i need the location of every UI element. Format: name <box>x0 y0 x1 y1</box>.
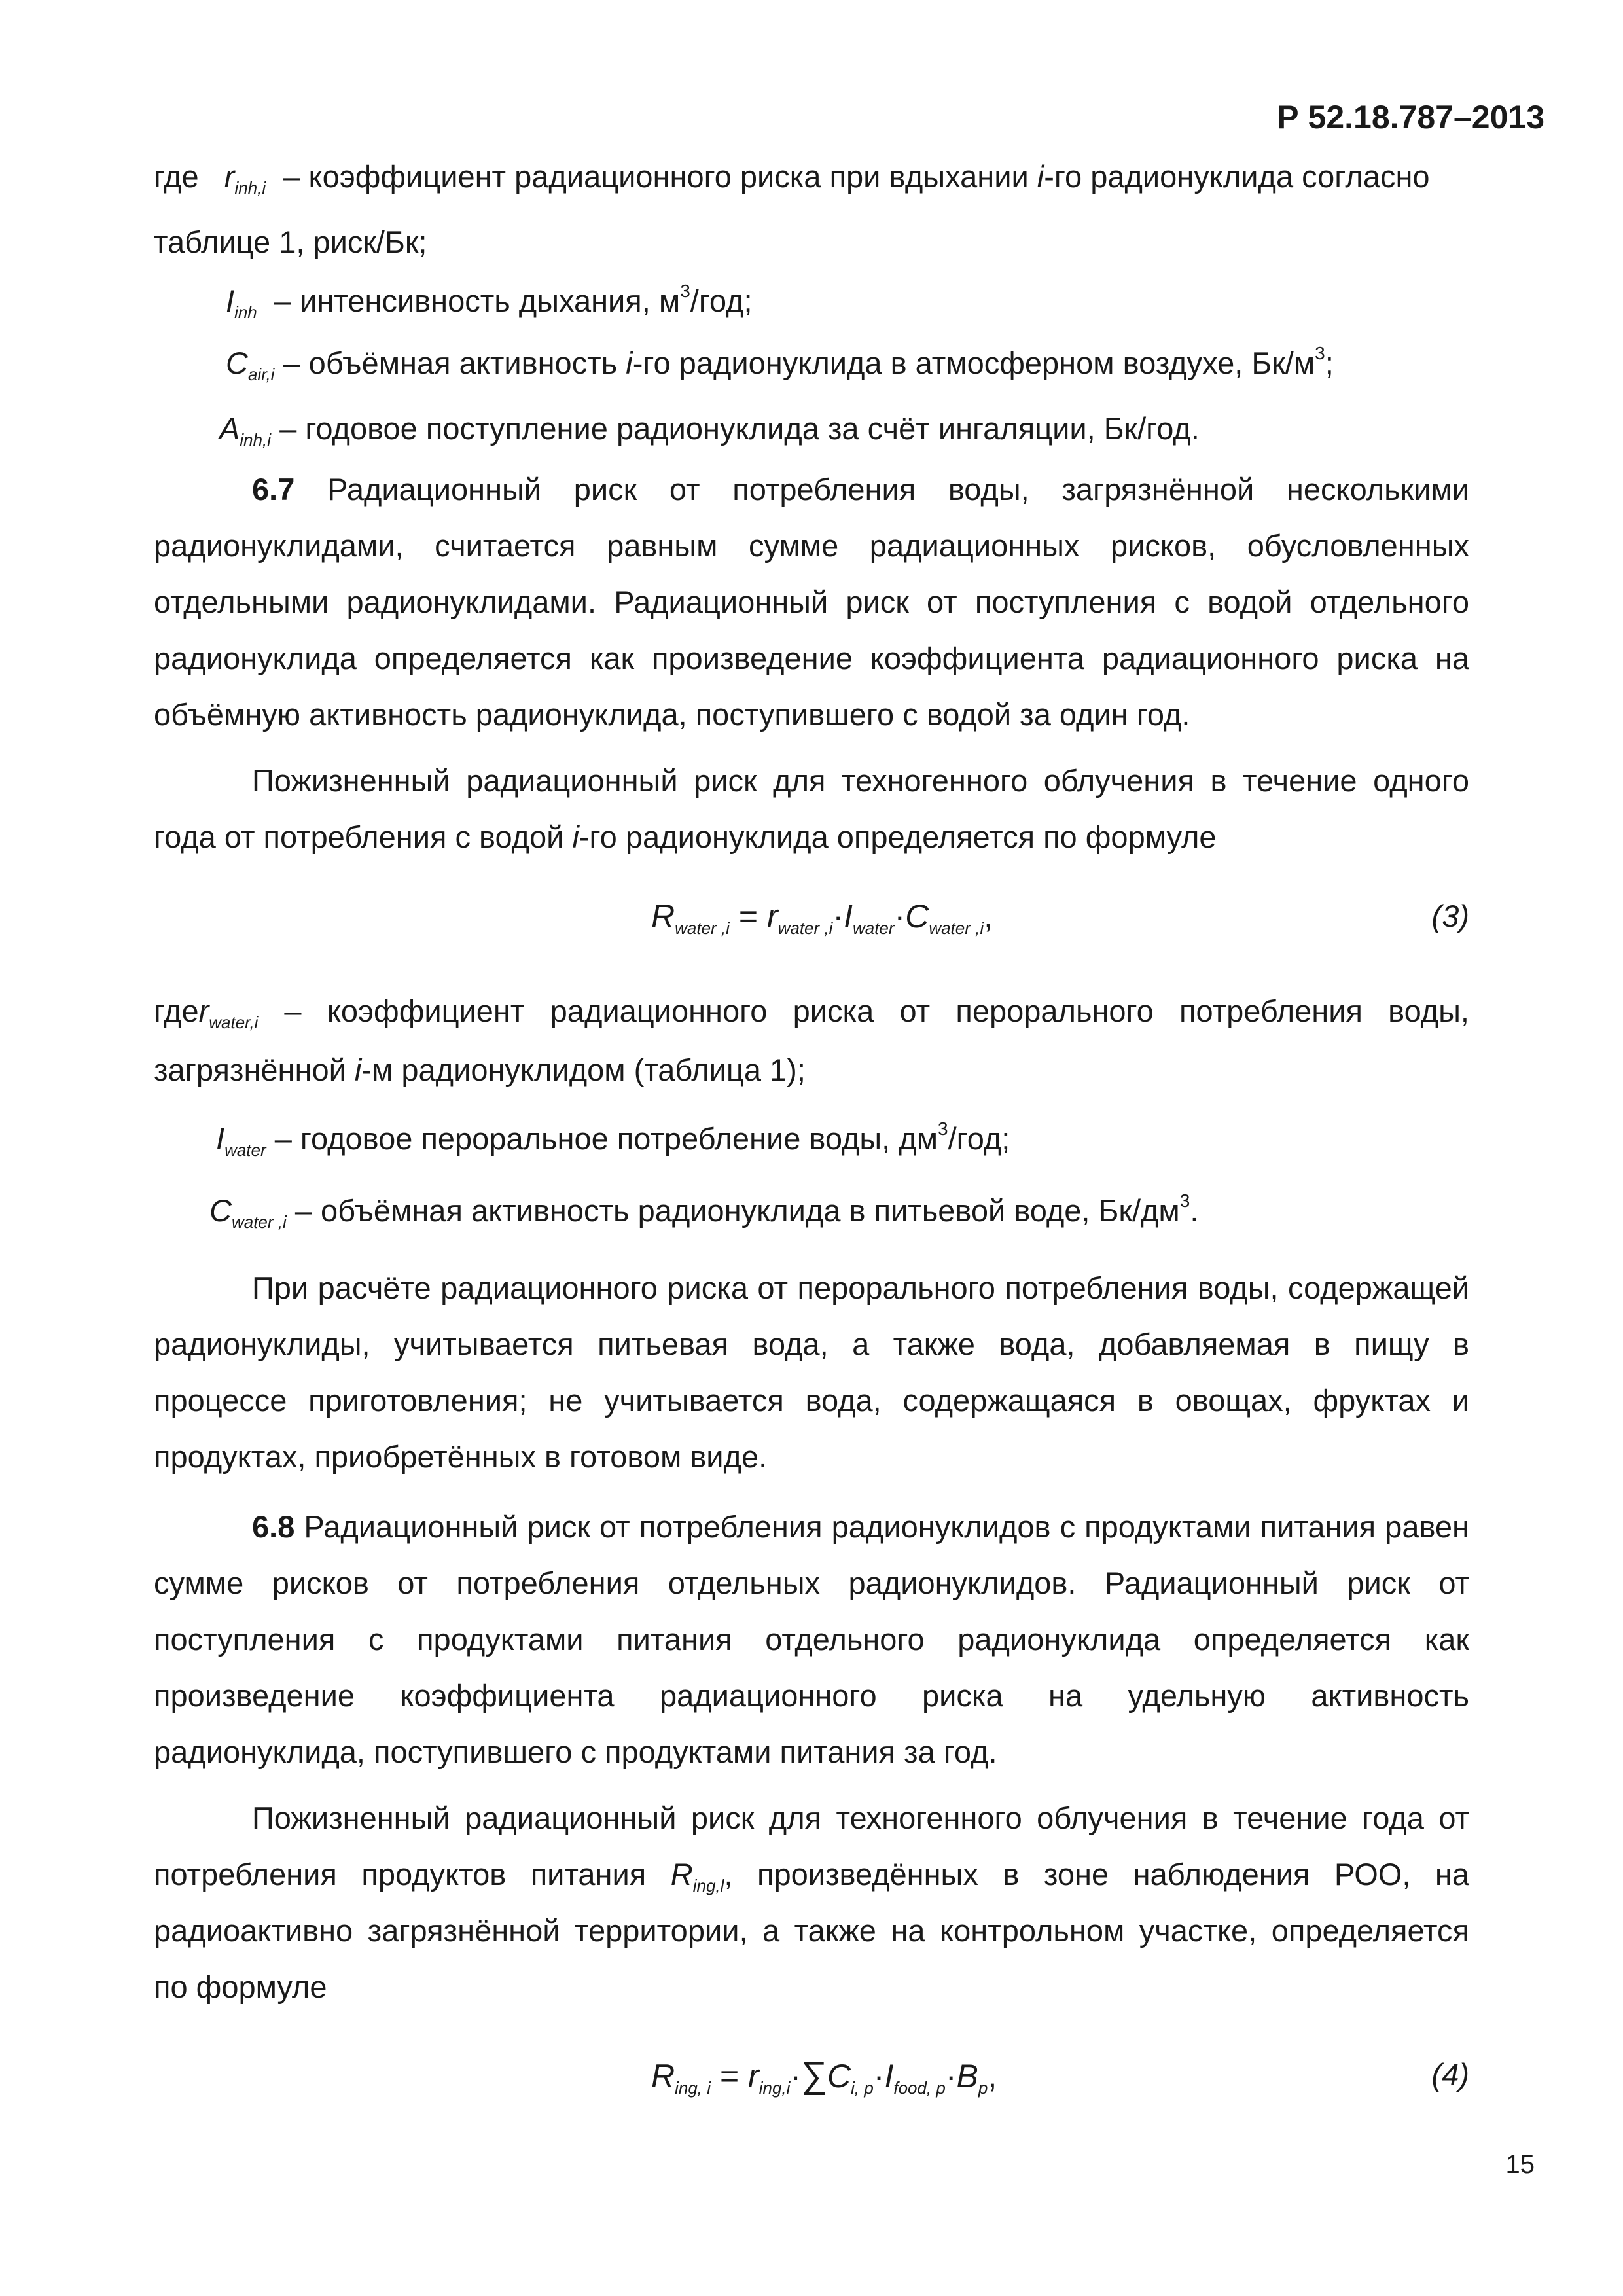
page-number: 15 <box>1505 2150 1535 2179</box>
symbol-c-air: $C_{air,i}$ <box>226 346 275 384</box>
def-r-water: где $r_{water,i}$ – коэффициент радиационного риска от перорального потребления воды, <box>154 992 1469 1031</box>
paragraph-food-risk <box>154 1790 1469 2015</box>
paragraph-line-4: по формуле <box>154 1969 327 2004</box>
equation-number-3: (3) <box>1431 899 1469 933</box>
section-6-7 <box>154 461 1469 743</box>
symbol-c-water: $C_{water ,i}$ <box>209 1193 287 1232</box>
def-c-air: $C_{air,i}$ – объёмная активность i-го радионуклида в атмосферном воздухе, $Бк/м^3$; <box>226 343 1334 384</box>
section-6-7-line-1: 6.7 Радиационный риск от потребления воды, загрязнённой несколькими <box>252 472 1470 507</box>
section-6-8-line-1: 6.8 Радиационный риск от потребления радионуклидов с продуктами питания равен <box>252 1509 1469 1544</box>
symbol-r-inh: $r_{inh,i}$ <box>224 159 266 198</box>
section-6-8-line-2: сумме рисков от потребления отдельных радионуклидов. Радиационный риск от <box>154 1566 1469 1600</box>
paragraph-water-risk <box>154 753 1469 865</box>
paragraph-line-1: При расчёте радиационного риска от перорального потребления воды, содержащей <box>252 1270 1469 1305</box>
def-i-inh: $I_{inh}$ – интенсивность дыхания, $м^3$/год; <box>226 281 753 322</box>
document-code: Р 52.18.787–2013 <box>1277 99 1544 135</box>
section-6-7-line-5: объёмную активность радионуклида, поступившего с водой за один год. <box>154 697 1190 732</box>
paragraph-line-2: потребления продуктов питания $R_{ing,l}$, произведённых в зоне наблюдения РОО, на <box>154 1857 1470 1895</box>
formula-4: $R_{ing, i} = r_{ing,i}\cdot\sum C_{i, p}\cdot I_{food, p}\cdot B_p$, <box>651 2054 997 2098</box>
section-6-8-line-3: поступления с продуктами питания отдельного радионуклида определяется как <box>154 1622 1469 1657</box>
section-number: 6.8 <box>252 1509 295 1544</box>
paragraph-calculation <box>154 1260 1469 1485</box>
def-r-inh-cont: таблице 1, риск/Бк; <box>154 224 427 259</box>
def-i-water: $I_{water}$ – годовое пероральное потребление воды, $дм^3$/год; <box>216 1119 1010 1160</box>
paragraph-line-4: продуктах, приобретённых в готовом виде. <box>154 1439 768 1474</box>
section-6-7-line-3: отдельными радионуклидами. Радиационный риск от поступления с водой отдельного <box>154 584 1469 619</box>
paragraph-line-3: радиоактивно загрязнённой территории, а также на контрольном участке, определяется <box>154 1913 1469 1948</box>
symbol-a-inh: $A_{inh,i}$ <box>219 411 272 450</box>
paragraph-line-2: года от потребления с водой i-го радионуклида определяется по формуле <box>154 819 1217 854</box>
def-c-water: $C_{water ,i}$ – объёмная активность радионуклида в питьевой воде, $Бк/дм^3$. <box>209 1191 1199 1232</box>
section-6-8 <box>154 1499 1469 1780</box>
def-a-inh: $A_{inh,i}$ – годовое поступление радионуклида за счёт ингаляции, Бк/год. <box>219 411 1200 450</box>
def-r-water-cont: загрязнённой i-м радионуклидом (таблица 1); <box>154 1052 806 1087</box>
symbol-i-water: $I_{water}$ <box>216 1121 266 1160</box>
section-6-7-line-2: радионуклидами, считается равным сумме радиационных рисков, обусловленных <box>154 528 1469 563</box>
equation-number-4: (4) <box>1431 2057 1469 2092</box>
symbol-r-water: $r_{water,i}$ <box>198 994 259 1032</box>
paragraph-line-1: Пожизненный радиационный риск для техногенного облучения в течение одного <box>252 763 1469 798</box>
paragraph-line-2: радионуклиды, учитывается питьевая вода, а также вода, добавляемая в пищу в <box>154 1327 1469 1361</box>
section-number: 6.7 <box>252 472 295 507</box>
section-6-8-line-4: произведение коэффициента радиационного риска на удельную активность <box>154 1678 1469 1713</box>
formula-3: $R_{water ,i} = r_{water ,i}\cdot I_{water}\cdot C_{water ,i}$, <box>651 898 993 938</box>
section-6-8-line-5: радионуклида, поступившего с продуктами питания за год. <box>154 1734 997 1769</box>
summation-sign: ∑ <box>801 2054 827 2095</box>
section-6-7-line-4: радионуклида определяется как произведение коэффициента радиационного риска на <box>154 641 1469 675</box>
paragraph-line-1: Пожизненный радиационный риск для техногенного облучения в течение года от <box>252 1801 1469 1835</box>
paragraph-line-3: процессе приготовления; не учитывается вода, содержащаяся в овощах, фруктах и <box>154 1383 1469 1418</box>
def-r-inh: где $r_{inh,i}$ – коэффициент радиационного риска при вдыхании i-го радионуклида согласно <box>154 159 1430 198</box>
symbol-i-inh: $I_{inh}$ <box>226 283 257 322</box>
